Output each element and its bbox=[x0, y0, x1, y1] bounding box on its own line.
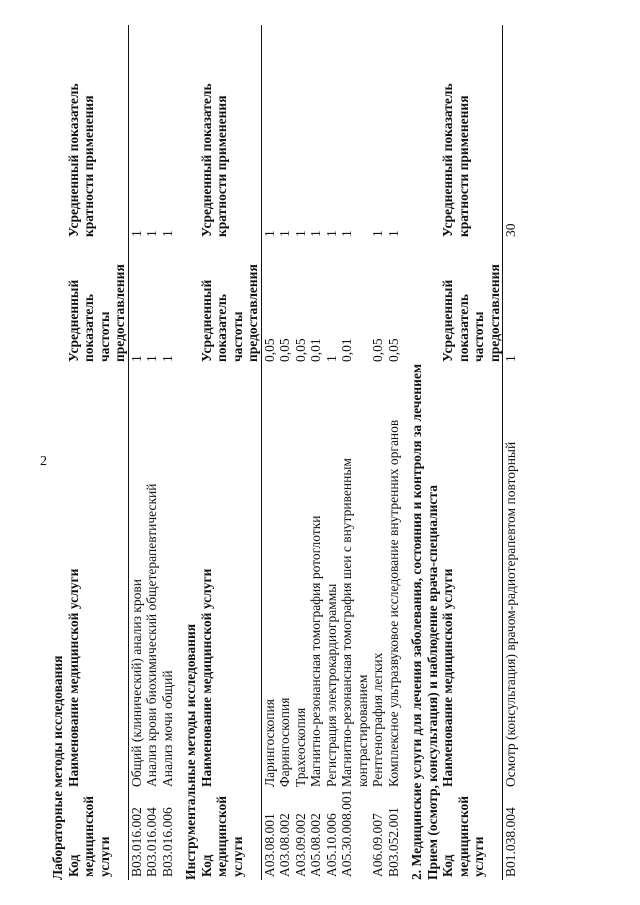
service-name: Общий (клинический) анализ крови bbox=[128, 579, 144, 787]
med-section-title: 2. Медицинские услуги для лечения заболевания, состояния и контроля за лечением bbox=[409, 363, 424, 880]
col-header-multiplicity: Усредненный показатель кратности применения bbox=[199, 25, 262, 240]
service-code: A05.10.006 bbox=[323, 813, 339, 877]
service-multiplicity: 1 bbox=[323, 230, 339, 237]
col-header-code: Код медицинской услуги bbox=[66, 790, 129, 880]
service-multiplicity: 1 bbox=[159, 230, 175, 237]
table-row bbox=[308, 25, 324, 880]
service-frequency: 1 bbox=[128, 355, 144, 362]
service-multiplicity: 1 bbox=[277, 230, 292, 237]
service-multiplicity: 1 bbox=[128, 230, 144, 237]
service-multiplicity: 1 bbox=[308, 230, 323, 237]
rotated-document-body bbox=[42, 25, 602, 880]
service-multiplicity: 1 bbox=[339, 230, 354, 237]
col-header-name: Наименование медицинской услуги bbox=[66, 365, 129, 790]
col-header-name: Наименование медицинской услуги bbox=[440, 365, 503, 790]
service-name: Магнитно-резонансная томография шеи с внутривенным контрастированием bbox=[339, 458, 370, 787]
service-multiplicity: 1 bbox=[144, 230, 159, 237]
table-row bbox=[128, 25, 144, 880]
lab-table bbox=[66, 25, 176, 880]
table-row bbox=[386, 25, 402, 880]
col-header-name: Наименование медицинской услуги bbox=[199, 365, 262, 790]
table-row bbox=[339, 25, 370, 880]
service-name: Анализ крови биохимический общетерапевтический bbox=[144, 483, 159, 787]
table-row bbox=[160, 25, 176, 880]
col-header-multiplicity: Усредненный показатель кратности применения bbox=[66, 25, 129, 240]
instr-section-title: Инструментальные методы исследования bbox=[183, 623, 198, 880]
instr-table bbox=[199, 25, 402, 880]
service-name: Комплексное ультразвуковое исследование внутренних органов bbox=[385, 419, 401, 787]
med-table bbox=[440, 25, 519, 880]
service-code: B03.016.002 bbox=[128, 807, 144, 877]
service-frequency: 0,05 bbox=[370, 338, 385, 362]
instr-section bbox=[183, 25, 401, 880]
service-frequency: 0,05 bbox=[385, 338, 401, 362]
lab-section-title: Лабораторные методы исследования bbox=[50, 655, 65, 880]
service-name: Рентгенография легких bbox=[370, 652, 385, 787]
service-code: A06.09.007 bbox=[370, 813, 385, 877]
service-name: Трахеоскопия bbox=[292, 707, 308, 787]
service-code: A03.08.001 bbox=[261, 813, 277, 877]
col-header-frequency: Усредненный показатель частоты предоставления bbox=[199, 240, 262, 365]
service-code: B03.016.004 bbox=[144, 807, 159, 877]
service-code: A05.30.008.001 bbox=[339, 789, 354, 877]
service-name: Магнитно-резонансная томография ротоглотки bbox=[308, 515, 323, 787]
table-row bbox=[503, 25, 519, 880]
service-code: A03.08.002 bbox=[277, 813, 292, 877]
col-header-multiplicity: Усредненный показатель кратности применения bbox=[440, 25, 503, 240]
service-code: B03.016.006 bbox=[159, 807, 175, 877]
col-header-code: Код медицинской услуги bbox=[440, 790, 503, 880]
service-name: Анализ мочи общий bbox=[159, 670, 175, 787]
table-row bbox=[324, 25, 340, 880]
lab-section bbox=[50, 25, 175, 880]
service-name: Фарингоскопия bbox=[277, 697, 292, 787]
table-row bbox=[261, 25, 277, 880]
service-frequency: 0,01 bbox=[308, 338, 323, 362]
service-multiplicity: 30 bbox=[503, 223, 518, 237]
service-name: Ларингоскопия bbox=[261, 699, 277, 787]
service-code: A05.08.002 bbox=[308, 813, 323, 877]
table-row bbox=[144, 25, 160, 880]
service-frequency: 0,05 bbox=[292, 338, 308, 362]
service-multiplicity: 1 bbox=[261, 230, 277, 237]
service-frequency: 0,01 bbox=[339, 338, 354, 362]
service-multiplicity: 1 bbox=[385, 230, 401, 237]
service-frequency: 0,05 bbox=[261, 338, 277, 362]
col-header-frequency: Усредненный показатель частоты предоставления bbox=[440, 240, 503, 365]
med-section bbox=[409, 25, 519, 880]
med-section-subtitle: Прием (осмотр, консультация) и наблюдение врача-специалиста bbox=[424, 485, 440, 880]
service-multiplicity: 1 bbox=[292, 230, 308, 237]
page-number: 2 bbox=[40, 454, 47, 469]
col-header-frequency: Усредненный показатель частоты предоставления bbox=[66, 240, 129, 365]
service-frequency: 1 bbox=[323, 355, 339, 362]
col-header-code: Код медицинской услуги bbox=[199, 790, 262, 880]
service-frequency: 1 bbox=[159, 355, 175, 362]
service-code: B01.038.004 bbox=[503, 807, 518, 877]
service-code: B03.052.001 bbox=[385, 807, 401, 877]
table-row bbox=[293, 25, 309, 880]
service-name: Осмотр (консультация) врачом-радиотерапевтом повторный bbox=[503, 441, 518, 787]
table-row bbox=[370, 25, 386, 880]
table-row bbox=[277, 25, 293, 880]
service-code: A03.09.002 bbox=[292, 813, 308, 877]
service-frequency: 1 bbox=[144, 355, 159, 362]
service-name: Регистрация электрокардиограммы bbox=[323, 583, 339, 787]
service-multiplicity: 1 bbox=[370, 230, 385, 237]
service-frequency: 1 bbox=[503, 355, 518, 362]
service-frequency: 0,05 bbox=[277, 338, 292, 362]
